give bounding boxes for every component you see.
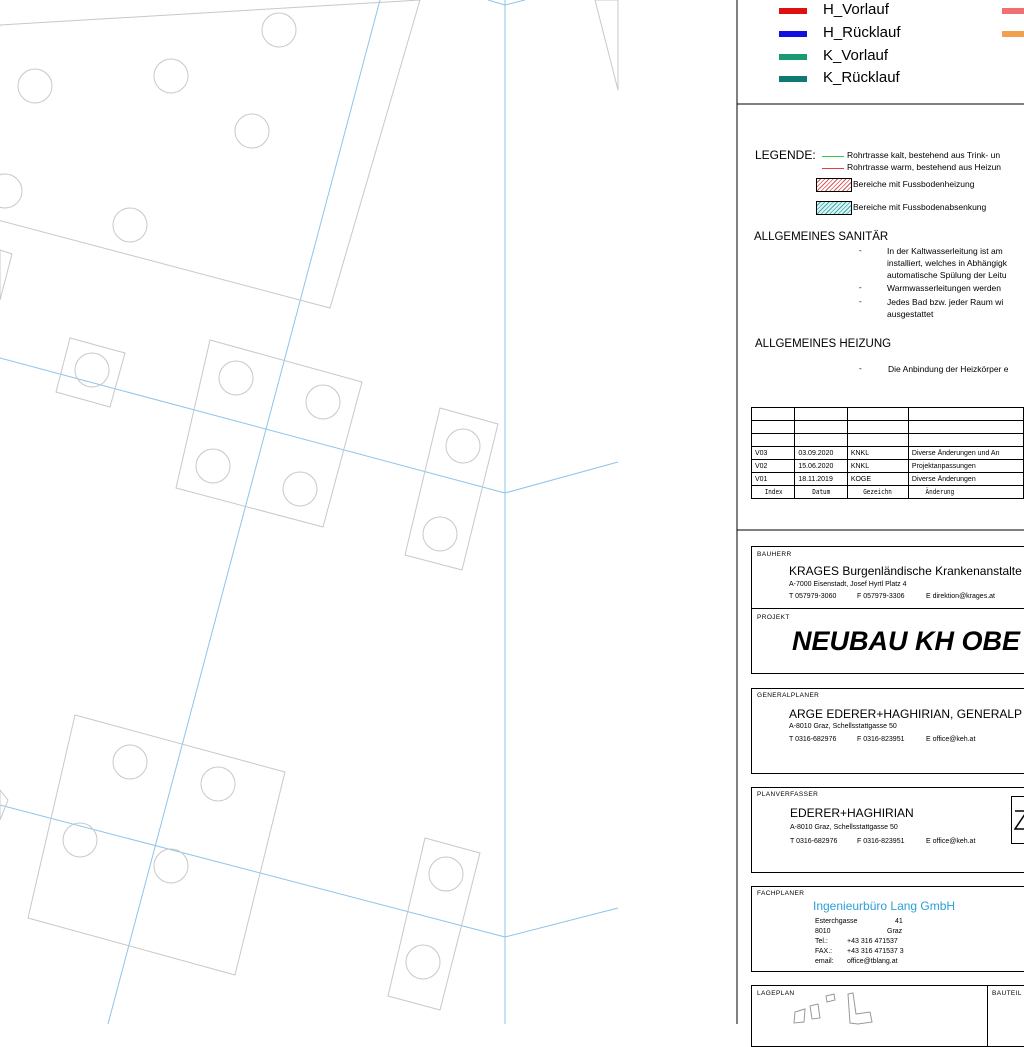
revision-header-index: Index [755, 486, 792, 499]
fachplaner-street: Esterchgasse [815, 918, 858, 925]
planverfasser-address: A-8010 Graz, Schellsstattgasse 50 [790, 824, 898, 831]
sanitaer-line-1: In der Kaltwasserleitung ist am [887, 246, 1003, 256]
cold-line-symbol [822, 156, 844, 157]
fachplaner-email-label: email: [815, 958, 834, 965]
revision-header-aenderung: Änderung [917, 486, 1015, 499]
bauherr-phone: T 057979-3060 [789, 593, 837, 600]
revision-index: V03 [752, 447, 795, 460]
legend-label-h-vorlauf: H_Vorlauf [823, 1, 889, 18]
legende-line-warm: Rohrtrasse warm, bestehend aus Heizun [847, 162, 1002, 172]
revision-table [751, 407, 1024, 499]
revision-gezeichn: KNKL [847, 447, 908, 460]
sanitaer-line-5: Jedes Bad bzw. jeder Raum wi [887, 297, 1004, 307]
legend-label-k-vorlauf: K_Vorlauf [823, 47, 889, 64]
legend-label-k-ruecklauf: K_Rücklauf [823, 69, 900, 86]
bauherr-address: A-7000 Eisenstadt, Josef Hyrtl Platz 4 [789, 581, 907, 588]
sanitaer-line-6: ausgestattet [887, 309, 934, 319]
revision-row [752, 473, 1024, 486]
revision-gezeichn: KNKL [847, 460, 908, 473]
revision-row [752, 447, 1024, 460]
revision-row [752, 460, 1024, 473]
sanitaer-line-4: Warmwasserleitungen werden [887, 283, 1002, 293]
box-divider [752, 608, 1024, 609]
sanitaer-bullet-1: - [859, 246, 862, 255]
site-plan-sketch [790, 992, 890, 1026]
bauherr-fax: F 057979-3306 [857, 593, 905, 600]
legende-line-cold: Rohrtrasse kalt, bestehend aus Trink- un [847, 150, 1001, 160]
heizung-bullet: - [859, 364, 862, 373]
planverfasser-name: EDERER+HAGHIRIAN [790, 806, 914, 820]
fachplaner-tel: +43 316 471537 [847, 938, 898, 945]
revision-index: V02 [752, 460, 795, 473]
revision-aenderung: Projektanpassungen [908, 460, 1023, 473]
lageplan-label: LAGEPLAN [757, 990, 795, 997]
hatch-floor-heating-symbol [816, 178, 852, 192]
projekt-label: PROJEKT [757, 614, 790, 621]
bauteil-label: BAUTEIL [992, 990, 1022, 997]
revision-row-empty [752, 421, 1024, 434]
heizung-line: Die Anbindung der Heizkörper e [888, 364, 1009, 374]
legende-hatch-floor-lowering: Bereiche mit Fussbodenabsenkung [853, 202, 987, 212]
planverfasser-fax: F 0316-823951 [857, 838, 905, 845]
revision-index: V01 [752, 473, 795, 486]
legend-swatch-k-vorlauf [779, 54, 807, 60]
fachplaner-label: FACHPLANER [757, 890, 805, 897]
legende-title: LEGENDE: [755, 148, 816, 162]
fachplaner-fax-label: FAX.: [815, 948, 833, 955]
warm-line-symbol [822, 168, 844, 169]
legend-swatch-h-vorlauf [779, 8, 807, 14]
generalplaner-address: A-8010 Graz, Schellsstattgasse 50 [789, 723, 897, 730]
heizung-title: ALLGEMEINES HEIZUNG [755, 338, 892, 350]
revision-row-empty [752, 434, 1024, 447]
fachplaner-fax: +43 316 471537 3 [847, 948, 904, 955]
revision-header-datum: Datum [799, 486, 844, 499]
planverfasser-label: PLANVERFASSER [757, 791, 819, 798]
bauherr-name: KRAGES Burgenländische Krankenanstalte [789, 564, 1022, 578]
sanitaer-bullet-2: - [859, 283, 862, 292]
legend-swatch-h-ruecklauf [779, 31, 807, 37]
legend-label-h-ruecklauf: H_Rücklauf [823, 24, 901, 41]
legend-swatch-right-1 [1002, 8, 1024, 14]
revision-row-empty [752, 408, 1024, 421]
sanitaer-title: ALLGEMEINES SANITÄR [754, 231, 889, 243]
legend-swatch-k-ruecklauf [779, 76, 807, 82]
revision-header-row [752, 486, 1024, 499]
revision-datum: 18.11.2019 [795, 473, 847, 486]
revision-gezeichn: KOGE [847, 473, 908, 486]
fachplaner-street-no: 41 [895, 918, 903, 925]
fachplaner-tel-label: Tel.: [815, 938, 828, 945]
legende-hatch-floor-heating: Bereiche mit Fussbodenheizung [853, 179, 975, 189]
revision-aenderung: Diverse Änderungen [908, 473, 1023, 486]
generalplaner-phone: T 0316-682976 [789, 736, 837, 743]
hatch-floor-lowering-symbol [816, 201, 852, 215]
revision-aenderung: Diverse Änderungen und An [908, 447, 1023, 460]
fachplaner-city: Graz [887, 928, 903, 935]
generalplaner-name: ARGE EDERER+HAGHIRIAN, GENERALP [789, 707, 1023, 721]
revision-datum: 03.09.2020 [795, 447, 847, 460]
sanitaer-bullet-3: - [859, 297, 862, 306]
revision-datum: 15.06.2020 [795, 460, 847, 473]
fachplaner-zip: 8010 [815, 928, 831, 935]
projekt-name: NEUBAU KH OBE [792, 626, 1021, 656]
sanitaer-line-3: automatische Spülung der Leitu [887, 270, 1007, 280]
planverfasser-logo [1011, 796, 1024, 844]
sanitaer-line-2: installiert, welches in Abhängigk [887, 258, 1008, 268]
bauherr-email: E direktion@krages.at [926, 593, 995, 600]
revision-header-gezeichn: Gezeichn [852, 486, 904, 499]
generalplaner-box [751, 688, 1024, 774]
bauherr-label: BAUHERR [757, 551, 792, 558]
fachplaner-email: office@tblang.at [847, 958, 898, 965]
legend-swatch-right-2 [1002, 31, 1024, 37]
generalplaner-email: E office@keh.at [926, 736, 976, 743]
fachplaner-name: Ingenieurbüro Lang GmbH [813, 899, 956, 913]
generalplaner-fax: F 0316-823951 [857, 736, 905, 743]
planverfasser-phone: T 0316-682976 [790, 838, 838, 845]
planverfasser-email: E office@keh.at [926, 838, 976, 845]
logo-mark-icon [1014, 807, 1024, 833]
generalplaner-label: GENERALPLANER [757, 692, 820, 699]
